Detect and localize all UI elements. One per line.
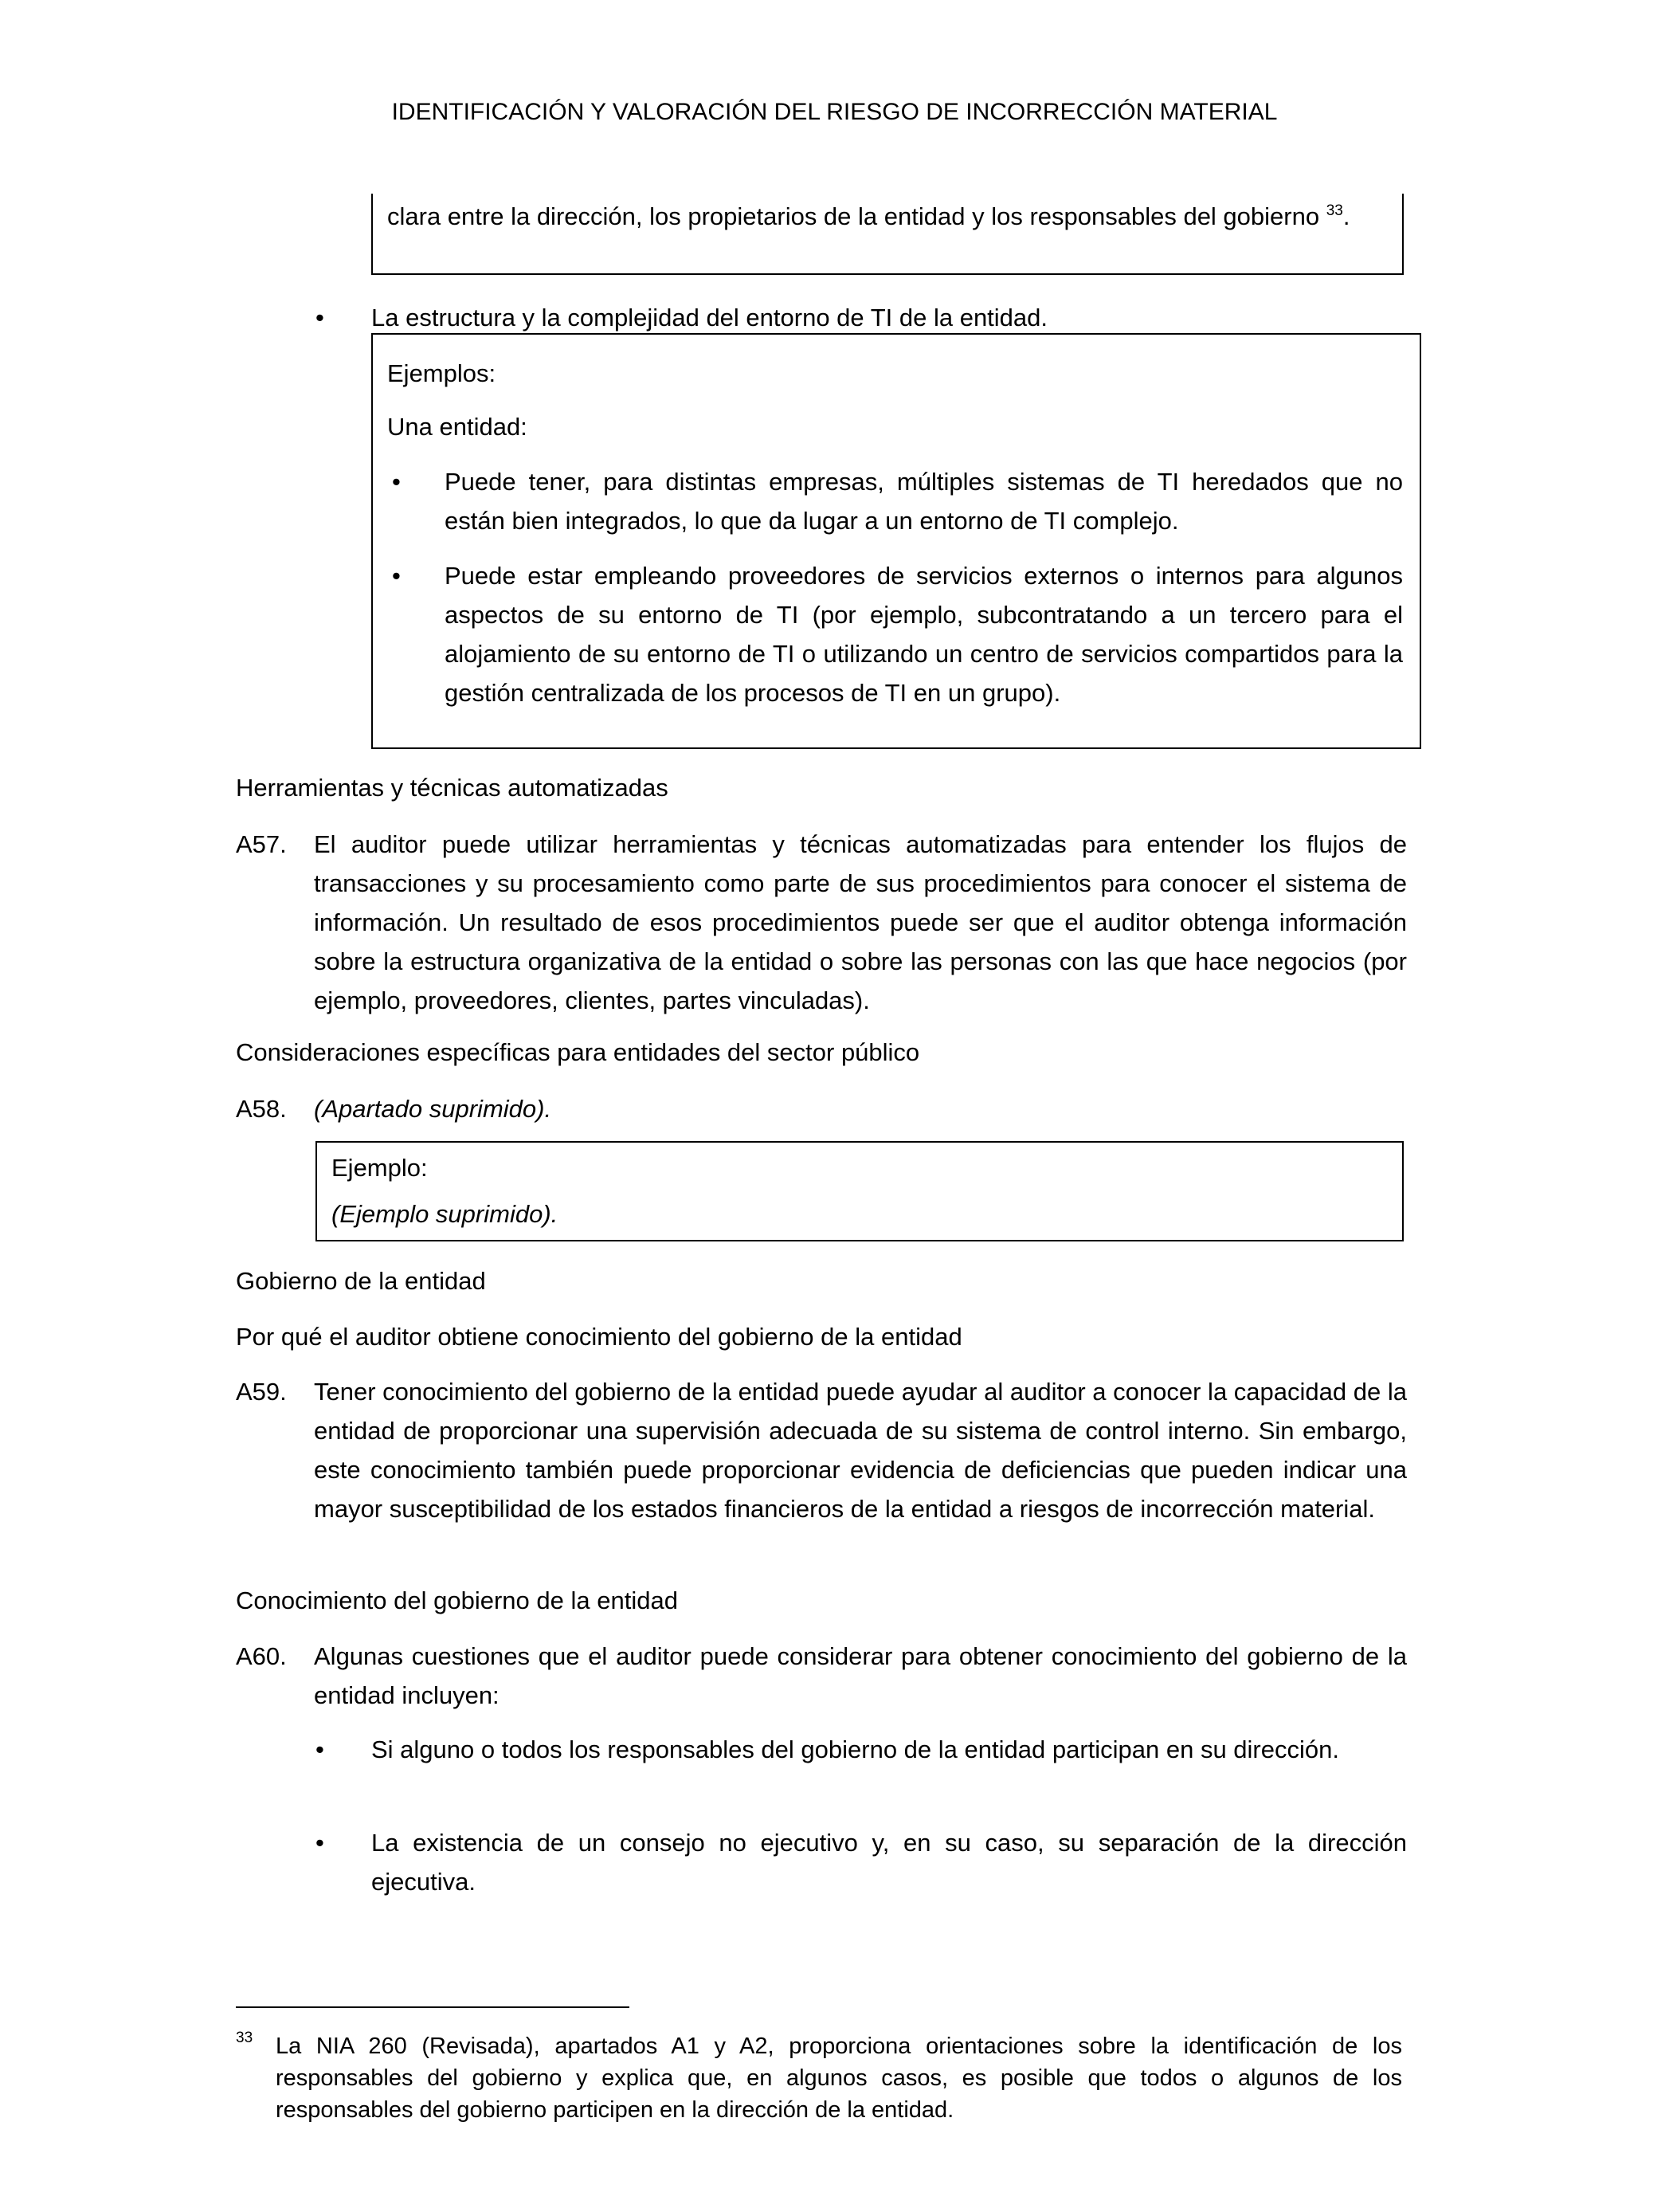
subsection-heading-why: Por qué el auditor obtiene conocimiento del gobierno de la entidad [236, 1323, 962, 1351]
footnote-number: 33 [236, 2030, 253, 2046]
footnote-text: La NIA 260 (Revisada), apartados A1 y A2, proporciona orientaciones sobre la identificación de los responsables del gobierno y explica que, en algunos casos, es posible que todos o algunos de los responsables del gobierno participen en la dirección de la entidad. [276, 2034, 1402, 2123]
example-box [315, 1141, 1404, 1241]
examples-intro: Una entidad: [387, 413, 527, 441]
example-heading: Ejemplo: [331, 1154, 428, 1182]
footnote-separator [236, 2006, 629, 2008]
paragraph-a58: (Apartado suprimido). [314, 1095, 552, 1123]
paragraph-a57: El auditor puede utilizar herramientas y técnicas automatizadas para entender los flujos de transacciones y su procesamiento como parte de sus procedimientos para conocer el sistema de información. Un resultado de esos procedimientos puede ser que el auditor obtenga información sobre la estructura organizativa de la entidad o sobre las personas con las que hace negocios (por ejemplo, proveedores, clientes, partes vinculadas). [314, 830, 1407, 1014]
a60-item: La existencia de un consejo no ejecutivo y, en su caso, su separación de la dirección ejecutiva. [371, 1829, 1407, 1896]
paragraph-number-a59: A59. [236, 1378, 287, 1406]
bullet-marker: • [315, 1829, 324, 1857]
governance-note-text: clara entre la dirección, los propietarios de la entidad y los responsables del gobierno $^{33}$. [387, 202, 1350, 230]
section-heading-public-sector: Consideraciones específicas para entidades del sector público [236, 1038, 920, 1066]
bullet-marker: • [392, 562, 401, 590]
example-text: (Ejemplo suprimido). [331, 1200, 558, 1228]
subsection-heading-knowledge: Conocimiento del gobierno de la entidad [236, 1586, 678, 1614]
examples-heading: Ejemplos: [387, 359, 496, 387]
paragraph-a59: Tener conocimiento del gobierno de la entidad puede ayudar al auditor a conocer la capacidad de la entidad de proporcionar una supervisión adecuada de su sistema de control interno. Sin embargo, este conocimiento también puede proporcionar evidencia de deficiencias que pueden indicar una mayor susceptibilidad de los estados financieros de la entidad a riesgos de incorrección material. [314, 1378, 1407, 1523]
running-header: IDENTIFICACIÓN Y VALORACIÓN DEL RIESGO DE INCORRECCIÓN MATERIAL [391, 99, 1278, 125]
a60-item: Si alguno o todos los responsables del gobierno de la entidad participan en su dirección. [371, 1735, 1339, 1763]
bullet-marker: • [315, 1735, 324, 1763]
bullet-marker: • [392, 468, 401, 496]
bullet-it-environment: La estructura y la complejidad del entorno de TI de la entidad. [371, 304, 1048, 331]
section-heading-tools: Herramientas y técnicas automatizadas [236, 774, 668, 802]
governance-note-box [371, 194, 1404, 275]
paragraph-number-a60: A60. [236, 1642, 287, 1670]
paragraph-a60: Algunas cuestiones que el auditor puede considerar para obtener conocimiento del gobierno de la entidad incluyen: [314, 1642, 1407, 1709]
example-item: Puede estar empleando proveedores de servicios externos o internos para algunos aspectos de su entorno de TI (por ejemplo, subcontratando a un tercero para el alojamiento de su entorno de TI o utilizando un centro de servicios compartidos para la gestión centralizada de los procesos de TI en un grupo). [445, 562, 1403, 707]
examples-box [371, 333, 1421, 749]
bullet-marker: • [315, 304, 324, 331]
paragraph-number-a58: A58. [236, 1095, 287, 1123]
example-item: Puede tener, para distintas empresas, múltiples sistemas de TI heredados que no están bien integrados, lo que da lugar a un entorno de TI complejo. [445, 468, 1403, 535]
footnote-reference[interactable]: 33 [1326, 202, 1343, 219]
paragraph-number-a57: A57. [236, 830, 287, 858]
section-heading-governance: Gobierno de la entidad [236, 1267, 486, 1295]
